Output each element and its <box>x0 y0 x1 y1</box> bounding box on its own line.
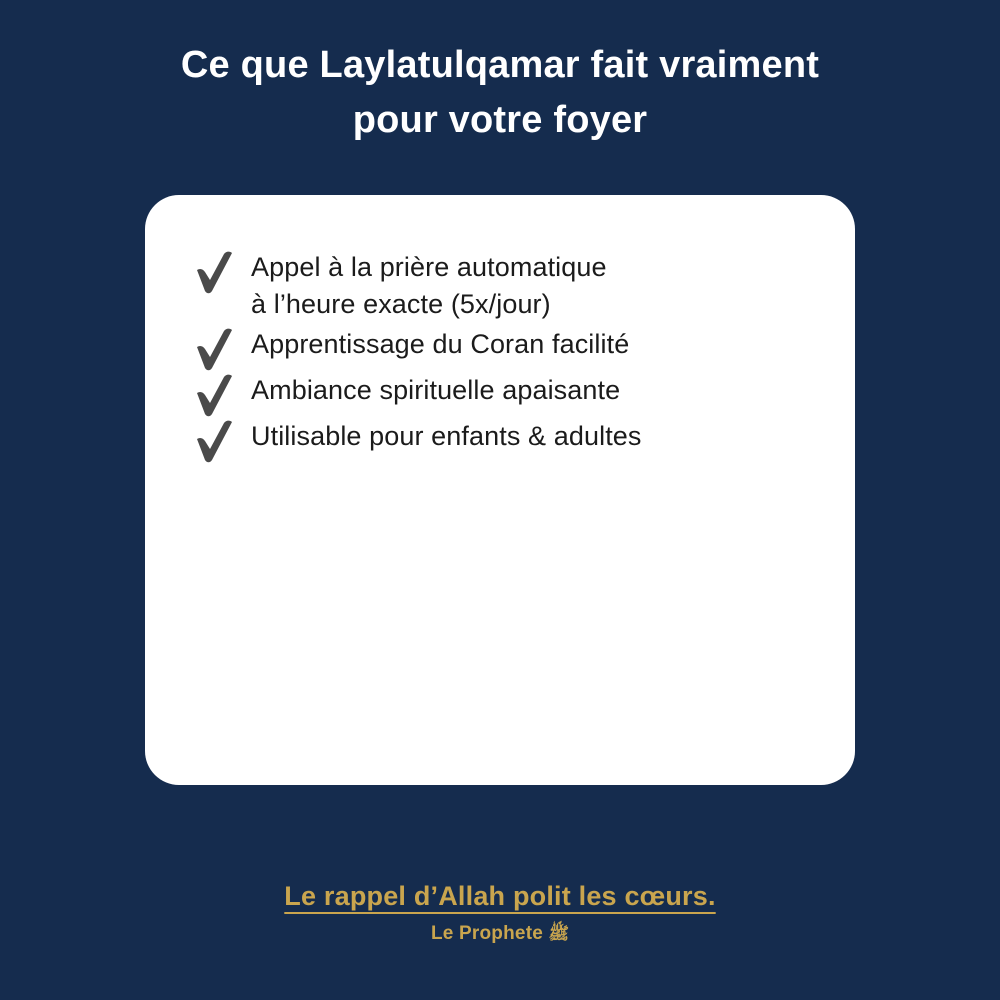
footer-attribution-name: Le Prophete <box>430 923 543 944</box>
page-title <box>60 38 940 148</box>
list-item <box>191 370 809 416</box>
list-item <box>191 416 809 462</box>
list-item-text-line-2: à l’heure exacte (5x/jour) <box>251 289 551 320</box>
list-item-text <box>251 416 642 455</box>
list-item <box>191 247 809 324</box>
footer <box>0 881 1000 948</box>
list-item-text <box>251 370 620 409</box>
check-mark-icon <box>191 372 237 418</box>
list-item-text-line-1: Ambiance spirituelle apaisante <box>251 374 621 405</box>
salawat-symbol-icon: ﷺ <box>548 924 570 943</box>
footer-quote: Le rappel d’Allah polit les cœurs. <box>284 881 716 911</box>
footer-attribution <box>0 923 1000 948</box>
page-title-line-2: pour votre foyer <box>352 99 648 142</box>
list-item-text-line-1: Utilisable pour enfants & adultes <box>251 420 642 451</box>
check-mark-icon <box>191 249 237 295</box>
benefits-card <box>145 195 855 785</box>
list-item-text-line-1: Appel à la prière automatique <box>251 252 607 283</box>
list-item <box>191 324 809 370</box>
check-mark-icon <box>191 326 237 372</box>
list-item-text-line-1: Apprentissage du Coran facilité <box>251 328 630 359</box>
list-item-text <box>251 247 607 324</box>
page-title-line-1: Ce que Laylatulqamar fait vraiment <box>180 44 820 86</box>
list-item-text <box>251 324 629 363</box>
check-mark-icon <box>191 418 237 464</box>
